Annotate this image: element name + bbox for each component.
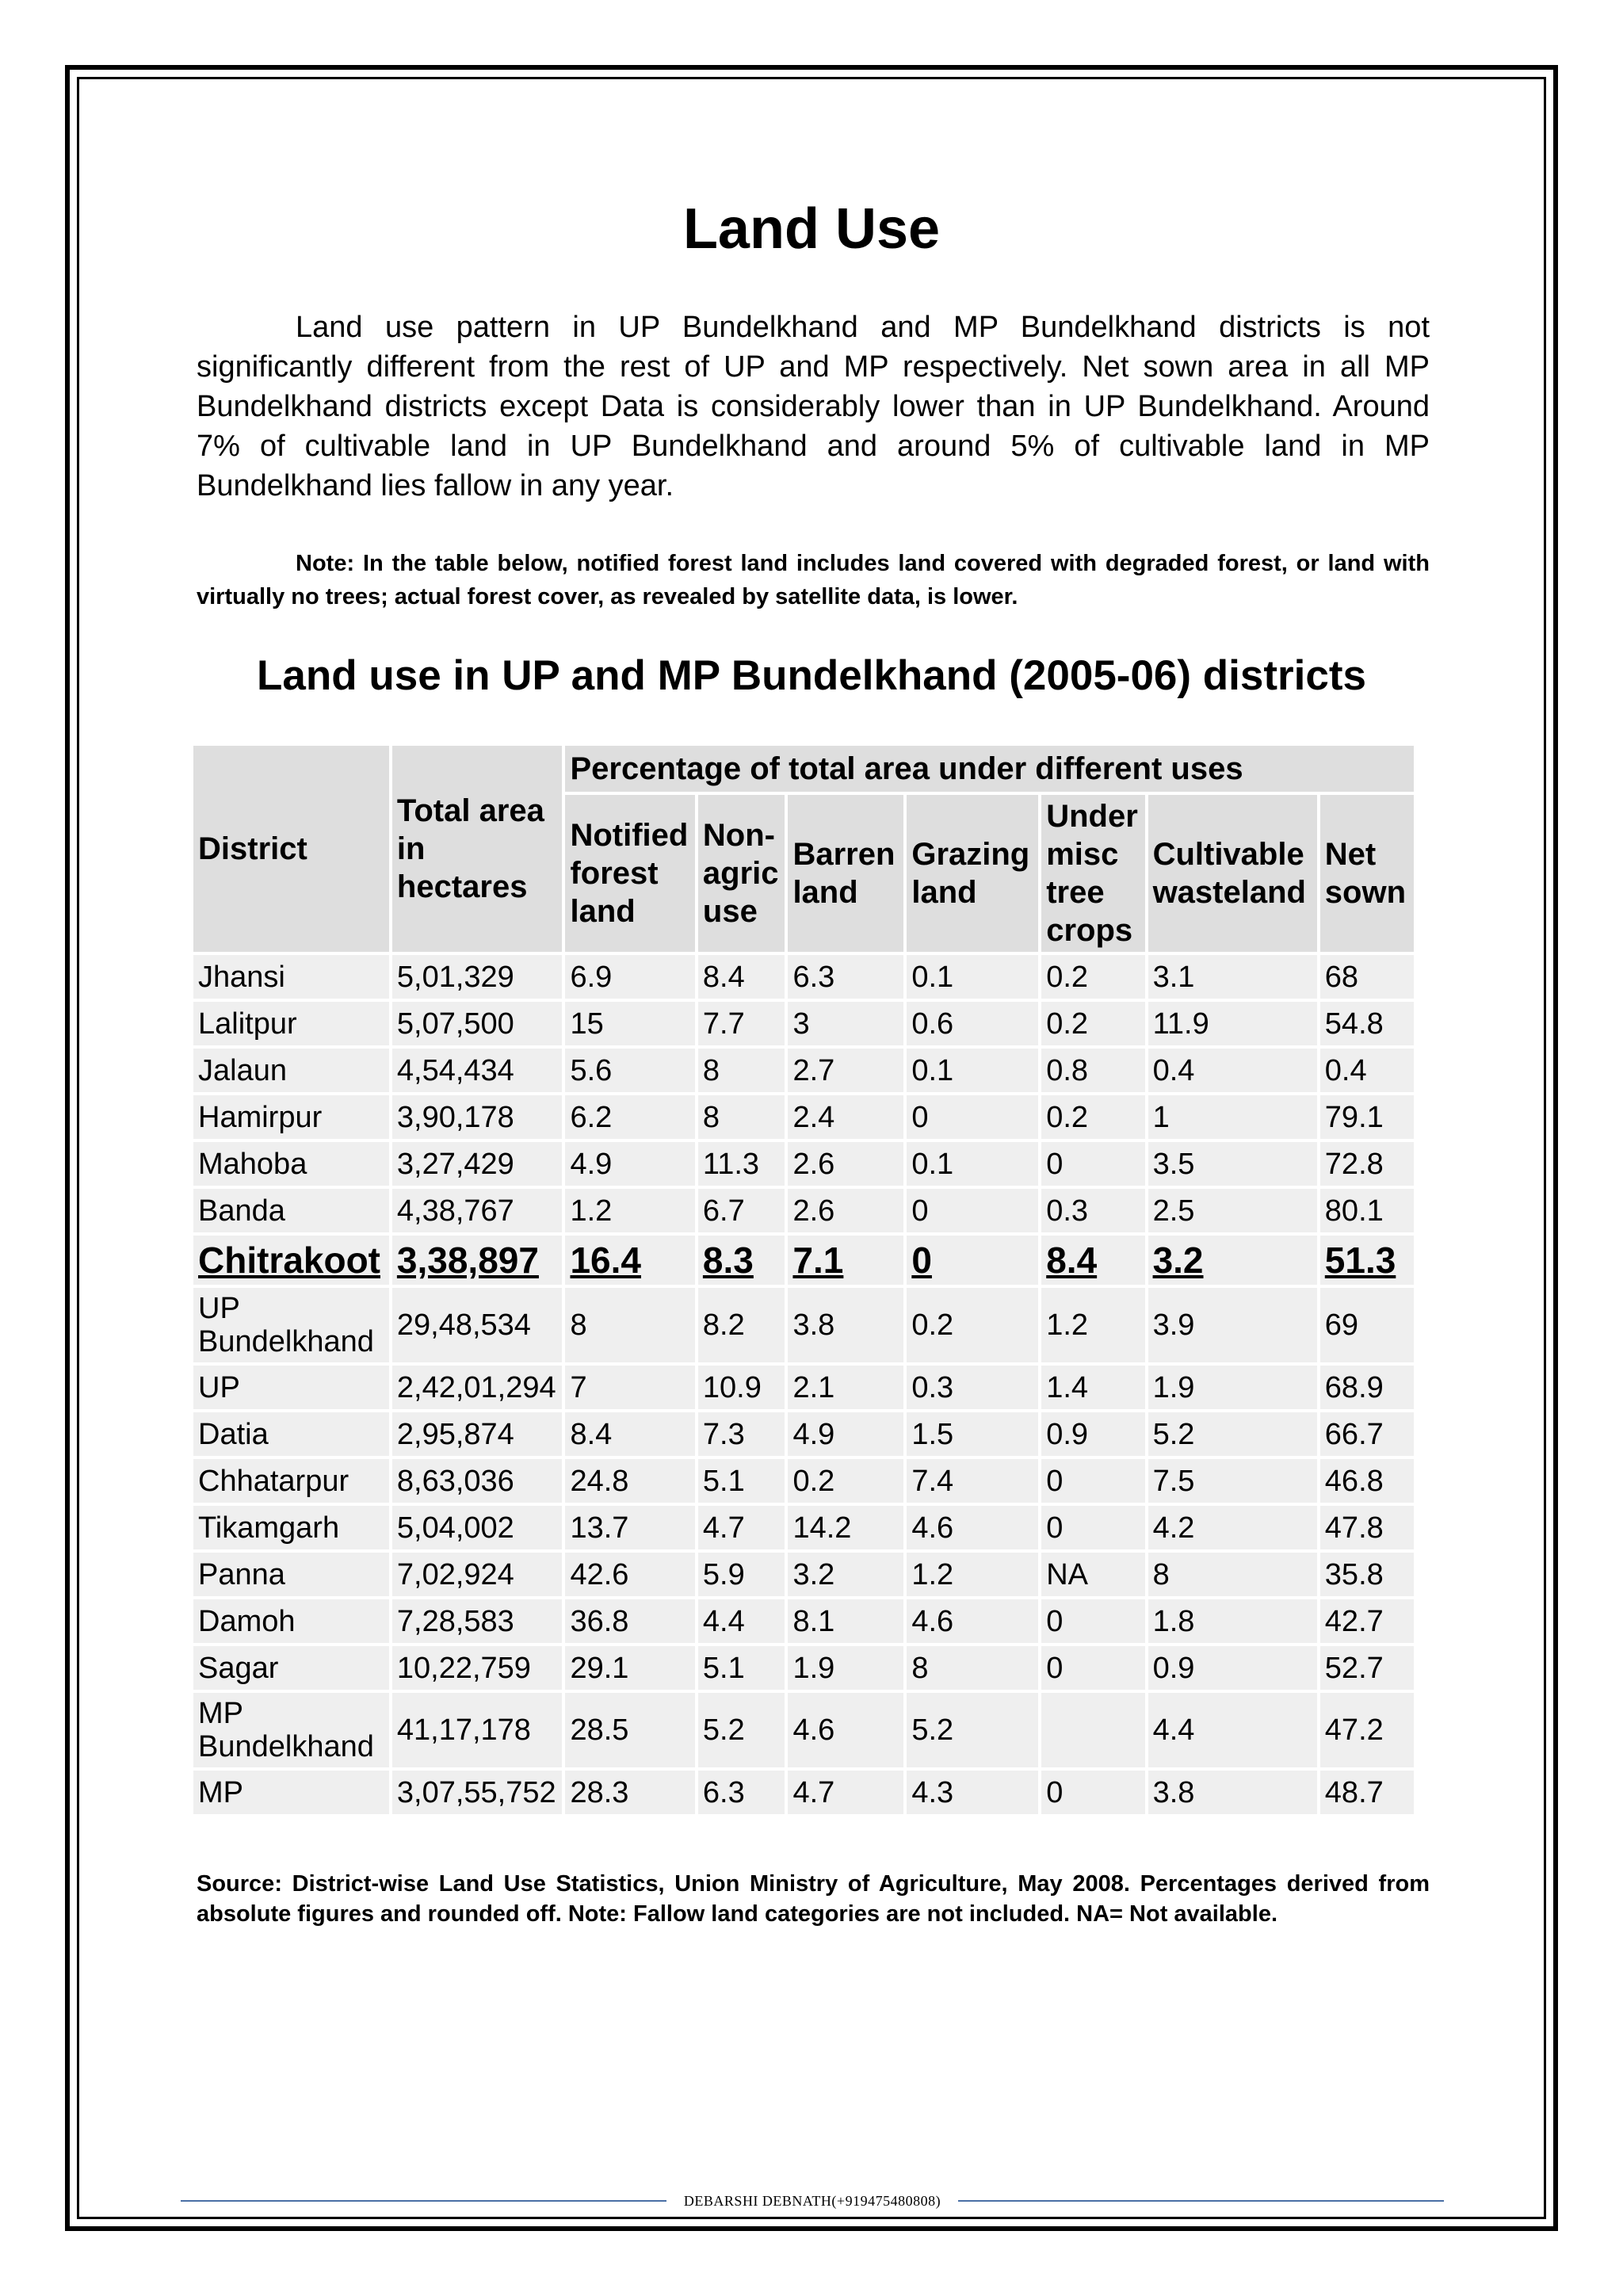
cell-value: 0.2 [1041,1002,1144,1045]
cell-value: 1.8 [1148,1599,1317,1643]
cell-total-area: 3,90,178 [392,1095,563,1139]
header-grazing: Grazing land [907,795,1038,952]
cell-value: 4.9 [788,1412,903,1456]
table-row [193,1002,1414,1045]
cell-value: 54.8 [1320,1002,1414,1045]
header-non-agric: Non-agric use [698,795,785,952]
cell-value: 3.9 [1148,1288,1317,1362]
cell-value: 8.4 [565,1412,694,1456]
table-row [193,1412,1414,1456]
source-note: Source: District-wise Land Use Statistics, Union Ministry of Agriculture, May 2008. Percentages derived from absolute figures and rounded off. Note: Fallow land categories are not included. NA= Not available. [197,1871,1430,1927]
cell-value: 0.1 [907,955,1038,999]
cell-value: 7.1 [788,1236,903,1285]
cell-value: 1.2 [565,1189,694,1232]
cell-value: 0.8 [1041,1049,1144,1092]
cell-value: 42.6 [565,1553,694,1596]
cell-value: 1.4 [1041,1366,1144,1409]
cell-value: 13.7 [565,1506,694,1549]
cell-value: 0.6 [907,1002,1038,1045]
cell-district: Panna [193,1553,389,1596]
cell-total-area: 3,38,897 [392,1236,563,1285]
cell-value: 79.1 [1320,1095,1414,1139]
cell-district: UP Bundelkhand [193,1288,389,1362]
cell-value: 46.8 [1320,1459,1414,1503]
cell-value: 2.6 [788,1189,903,1232]
cell-value: 3.2 [1148,1236,1317,1285]
header-percentage-group: Percentage of total area under different uses [565,746,1414,792]
cell-value: 10.9 [698,1366,785,1409]
cell-total-area: 7,02,924 [392,1553,563,1596]
cell-value: 24.8 [565,1459,694,1503]
footer-text: DEBARSHI DEBNATH(+919475480808) [683,2192,941,2209]
cell-district: Damoh [193,1599,389,1643]
cell-value: 6.3 [698,1771,785,1814]
table-body [193,955,1414,1814]
cell-total-area: 41,17,178 [392,1693,563,1767]
header-misc-tree: Under misc tree crops [1041,795,1144,952]
cell-district: Jhansi [193,955,389,999]
cell-value: 8 [565,1288,694,1362]
land-use-table [190,743,1417,1817]
cell-value: 0.2 [1041,1095,1144,1139]
cell-district: Lalitpur [193,1002,389,1045]
table-row [193,1599,1414,1643]
table-row [193,1366,1414,1409]
cell-value: 0.4 [1148,1049,1317,1092]
cell-value: 2.6 [788,1142,903,1186]
table-row [193,1646,1414,1690]
cell-value: 68 [1320,955,1414,999]
cell-value: 5.1 [698,1459,785,1503]
cell-value: 0.2 [788,1459,903,1503]
cell-total-area: 5,07,500 [392,1002,563,1045]
cell-value: 5.1 [698,1646,785,1690]
cell-district: Chhatarpur [193,1459,389,1503]
cell-value: 72.8 [1320,1142,1414,1186]
cell-value [1041,1693,1144,1767]
cell-value: 0 [1041,1771,1144,1814]
cell-value: 5.2 [1148,1412,1317,1456]
cell-value: 15 [565,1002,694,1045]
cell-value: 0.3 [1041,1189,1144,1232]
cell-total-area: 4,38,767 [392,1189,563,1232]
cell-value: 14.2 [788,1506,903,1549]
cell-value: 1 [1148,1095,1317,1139]
cell-value: 0 [1041,1506,1144,1549]
cell-value: 47.2 [1320,1693,1414,1767]
cell-value: 8.4 [698,955,785,999]
cell-value: 52.7 [1320,1646,1414,1690]
table-row [193,1553,1414,1596]
cell-total-area: 2,95,874 [392,1412,563,1456]
table-row [193,1049,1414,1092]
cell-value: 6.9 [565,955,694,999]
cell-total-area: 5,04,002 [392,1506,563,1549]
footer-rule-right [958,2200,1444,2202]
page-title: Land Use [682,197,941,261]
cell-value: 8 [698,1095,785,1139]
cell-value: 28.3 [565,1771,694,1814]
table-title: Land use in UP and MP Bundelkhand (2005-06) districts [257,652,1366,699]
table-row [193,1142,1414,1186]
cell-total-area: 8,63,036 [392,1459,563,1503]
cell-value: 2.5 [1148,1189,1317,1232]
cell-value: 0 [1041,1459,1144,1503]
cell-value: 2.4 [788,1095,903,1139]
cell-district: Tikamgarh [193,1506,389,1549]
cell-value: 0.4 [1320,1049,1414,1092]
cell-value: 11.3 [698,1142,785,1186]
cell-value: 1.2 [1041,1288,1144,1362]
cell-value: 0.2 [907,1288,1038,1362]
cell-value: 80.1 [1320,1189,1414,1232]
cell-value: 0.9 [1041,1412,1144,1456]
cell-value: 51.3 [1320,1236,1414,1285]
cell-value: 4.7 [788,1771,903,1814]
cell-value: 2.1 [788,1366,903,1409]
table-row [193,1771,1414,1814]
cell-value: 16.4 [565,1236,694,1285]
cell-district: Chitrakoot [193,1236,389,1285]
cell-value: NA [1041,1553,1144,1596]
cell-total-area: 5,01,329 [392,955,563,999]
cell-value: 0 [907,1236,1038,1285]
cell-district: Jalaun [193,1049,389,1092]
header-notified-forest: Notified forest land [565,795,694,952]
cell-total-area: 29,48,534 [392,1288,563,1362]
cell-value: 66.7 [1320,1412,1414,1456]
cell-total-area: 3,07,55,752 [392,1771,563,1814]
cell-value: 3.5 [1148,1142,1317,1186]
cell-district: Banda [193,1189,389,1232]
cell-value: 1.2 [907,1553,1038,1596]
intro-paragraph: Land use pattern in UP Bundelkhand and MP Bundelkhand districts is not significantly different from the rest of UP and MP respectively. Net sown area in all MP Bundelkhand districts except Data is considerably lower than in UP Bundelkhand. Around 7% of cultivable land in UP Bundelkhand and around 5% of cultivable land in MP Bundelkhand lies fallow in any year. [197,311,1430,502]
cell-value: 2.7 [788,1049,903,1092]
cell-value: 11.9 [1148,1002,1317,1045]
cell-value: 0.1 [907,1049,1038,1092]
cell-value: 0 [1041,1646,1144,1690]
cell-value: 1.5 [907,1412,1038,1456]
cell-value: 0 [1041,1142,1144,1186]
cell-value: 36.8 [565,1599,694,1643]
cell-total-area: 2,42,01,294 [392,1366,563,1409]
cell-total-area: 7,28,583 [392,1599,563,1643]
cell-value: 7.3 [698,1412,785,1456]
cell-value: 6.2 [565,1095,694,1139]
cell-value: 68.9 [1320,1366,1414,1409]
header-total-area-label: Total area in hectares [396,793,544,904]
cell-value: 35.8 [1320,1553,1414,1596]
header-net-sown: Net sown [1320,795,1414,952]
cell-value: 5.2 [907,1693,1038,1767]
cell-value: 4.6 [907,1599,1038,1643]
cell-value: 3.8 [788,1288,903,1362]
table-row [193,1236,1414,1285]
cell-district: MP Bundelkhand [193,1693,389,1767]
cell-value: 1.9 [788,1646,903,1690]
cell-value: 5.2 [698,1693,785,1767]
cell-value: 28.5 [565,1693,694,1767]
header-total-area [392,746,563,952]
cell-value: 8.1 [788,1599,903,1643]
footer-rule-left [181,2200,666,2202]
cell-value: 0 [907,1189,1038,1232]
cell-value: 3.1 [1148,955,1317,999]
cell-value: 7.4 [907,1459,1038,1503]
table-row [193,1459,1414,1503]
cell-value: 0 [1041,1599,1144,1643]
cell-value: 0.2 [1041,955,1144,999]
cell-district: Sagar [193,1646,389,1690]
cell-value: 8 [907,1646,1038,1690]
cell-district: Hamirpur [193,1095,389,1139]
cell-district: UP [193,1366,389,1409]
cell-value: 8.2 [698,1288,785,1362]
cell-value: 4.9 [565,1142,694,1186]
cell-value: 0.1 [907,1142,1038,1186]
cell-district: Mahoba [193,1142,389,1186]
cell-value: 4.3 [907,1771,1038,1814]
cell-value: 0.3 [907,1366,1038,1409]
table-row [193,955,1414,999]
table-row [193,1288,1414,1362]
cell-value: 3 [788,1002,903,1045]
table-row [193,1189,1414,1232]
cell-value: 47.8 [1320,1506,1414,1549]
cell-value: 4.6 [788,1693,903,1767]
cell-value: 7.7 [698,1002,785,1045]
table-note: Note: In the table below, notified forest land includes land covered with degraded forest, or land with virtually no trees; actual forest cover, as revealed by satellite data, is lower. [197,551,1430,609]
cell-value: 0 [907,1095,1038,1139]
table-row [193,1506,1414,1549]
header-barren: Barren land [788,795,903,952]
cell-value: 4.7 [698,1506,785,1549]
page-footer [181,2189,1444,2213]
cell-value: 4.6 [907,1506,1038,1549]
cell-value: 3.8 [1148,1771,1317,1814]
cell-value: 7.5 [1148,1459,1317,1503]
cell-value: 8.4 [1041,1236,1144,1285]
cell-value: 6.3 [788,955,903,999]
cell-district: Datia [193,1412,389,1456]
cell-total-area: 10,22,759 [392,1646,563,1690]
header-cultivable-waste: Cultivable wasteland [1148,795,1317,952]
cell-value: 0.9 [1148,1646,1317,1690]
cell-value: 29.1 [565,1646,694,1690]
cell-value: 7 [565,1366,694,1409]
cell-value: 42.7 [1320,1599,1414,1643]
cell-value: 3.2 [788,1553,903,1596]
cell-total-area: 3,27,429 [392,1142,563,1186]
cell-district: MP [193,1771,389,1814]
cell-value: 8 [698,1049,785,1092]
table-row [193,1693,1414,1767]
cell-value: 69 [1320,1288,1414,1362]
cell-value: 5.9 [698,1553,785,1596]
table-row [193,1095,1414,1139]
cell-value: 8.3 [698,1236,785,1285]
cell-total-area: 4,54,434 [392,1049,563,1092]
cell-value: 6.7 [698,1189,785,1232]
cell-value: 4.4 [698,1599,785,1643]
cell-value: 8 [1148,1553,1317,1596]
cell-value: 4.2 [1148,1506,1317,1549]
cell-value: 1.9 [1148,1366,1317,1409]
cell-value: 5.6 [565,1049,694,1092]
cell-value: 48.7 [1320,1771,1414,1814]
cell-value: 4.4 [1148,1693,1317,1767]
header-district: District [193,746,389,952]
